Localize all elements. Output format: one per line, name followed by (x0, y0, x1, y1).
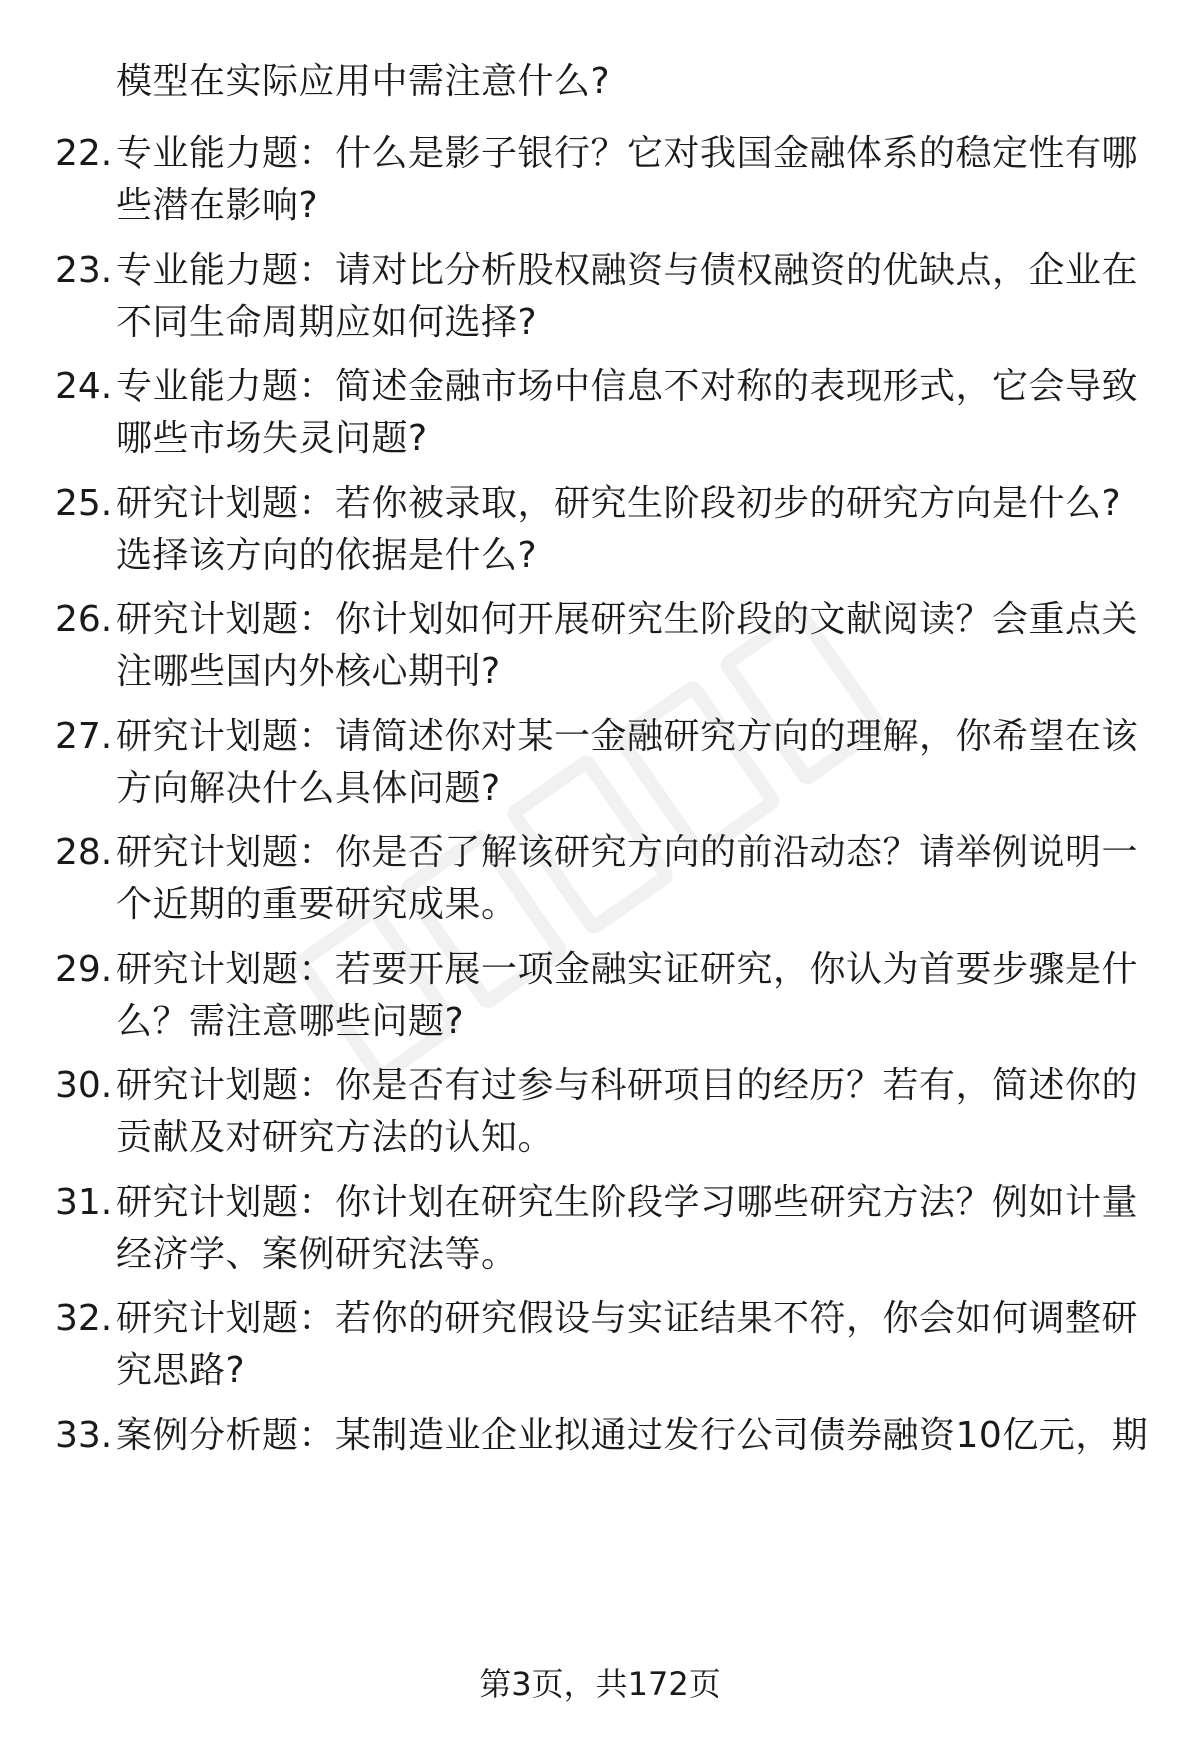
list-item-number: 27. (55, 716, 113, 757)
list-item-text-line-1: 研究计划题：你计划如何开展研究生阶段的文献阅读？会重点关 (116, 599, 1139, 640)
list-item-text-line-2: 个近期的重要研究成果。 (116, 884, 518, 925)
list-item-text-line-1: 研究计划题：若你被录取，研究生阶段初步的研究方向是什么? (116, 483, 1122, 524)
list-item-text-line-1: 研究计划题：你是否有过参与科研项目的经历？若有，简述你的 (116, 1065, 1139, 1106)
list-item-number: 30. (55, 1065, 113, 1106)
list-item-number: 31. (55, 1182, 113, 1223)
list-item-text-line-1: 专业能力题：什么是影子银行？它对我国金融体系的稳定性有哪 (116, 133, 1139, 174)
list-item-number: 33. (55, 1415, 113, 1456)
continuation-line: 模型在实际应用中需注意什么? (116, 61, 611, 102)
list-item-number: 26. (55, 599, 113, 640)
list-item-number: 24. (55, 366, 113, 407)
list-item-number: 25. (55, 483, 113, 524)
list-item-text-line-1: 研究计划题：你计划在研究生阶段学习哪些研究方法？例如计量 (116, 1182, 1139, 1223)
list-item-text-line-1: 研究计划题：若要开展一项金融实证研究，你认为首要步骤是什 (116, 949, 1139, 990)
list-item-text-line-2: 贡献及对研究方法的认知。 (116, 1117, 555, 1158)
list-item-text-line-1: 研究计划题：请简述你对某一金融研究方向的理解，你希望在该 (116, 716, 1139, 757)
list-item-text-line-2: 不同生命周期应如何选择? (116, 302, 538, 343)
list-item-number: 29. (55, 949, 113, 990)
list-item-text-line-1: 案例分析题：某制造业企业拟通过发行公司债券融资10亿元，期 (116, 1415, 1149, 1456)
list-item-number: 32. (55, 1298, 113, 1339)
list-item-text-line-2: 究思路? (116, 1350, 246, 1391)
list-item-number: 22. (55, 133, 113, 174)
list-item-text-line-1: 研究计划题：你是否了解该研究方向的前沿动态？请举例说明一 (116, 832, 1139, 873)
list-item-text-line-1: 专业能力题：请对比分析股权融资与债权融资的优缺点，企业在 (116, 250, 1139, 291)
list-item-text-line-2: 选择该方向的依据是什么? (116, 535, 538, 576)
list-item-text-line-2: 经济学、案例研究法等。 (116, 1234, 518, 1275)
list-item-text-line-2: 哪些市场失灵问题? (116, 418, 428, 459)
list-item-text-line-2: 些潜在影响? (116, 185, 319, 226)
list-item-number: 23. (55, 250, 113, 291)
list-item-text-line-2: 方向解决什么具体问题? (116, 768, 501, 809)
list-item-number: 28. (55, 832, 113, 873)
list-item-text-line-1: 研究计划题：若你的研究假设与实证结果不符，你会如何调整研 (116, 1298, 1139, 1339)
list-item-text-line-2: 么？需注意哪些问题? (116, 1001, 465, 1042)
page-footer: 第3页，共172页 (479, 1665, 721, 1703)
list-item-text-line-2: 注哪些国内外核心期刊? (116, 651, 501, 692)
list-item-text-line-1: 专业能力题：简述金融市场中信息不对称的表现形式，它会导致 (116, 366, 1139, 407)
